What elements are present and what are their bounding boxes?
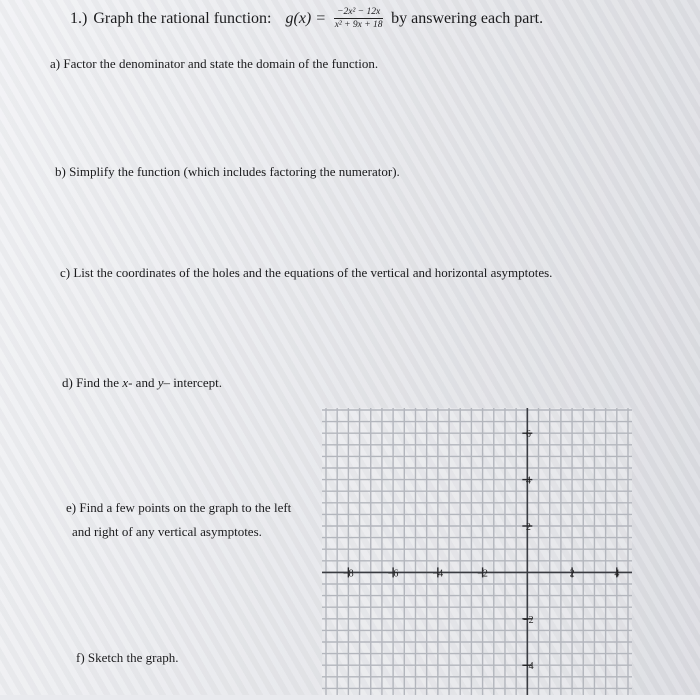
part-b: b) Simplify the function (which includes factoring the numerator).	[55, 164, 400, 179]
question-prompt: Graph the rational function:	[93, 9, 272, 27]
part-a: a) Factor the denominator and state the domain of the function.	[50, 56, 379, 71]
function-denominator: x² + 9x + 18	[334, 20, 383, 30]
x-tick-label: −4	[432, 568, 444, 580]
y-tick-label: 4	[525, 475, 531, 487]
question-title	[70, 7, 543, 30]
x-tick-label: −2	[477, 568, 488, 580]
question-suffix: by answering each part.	[391, 9, 544, 27]
y-tick-label: −2	[523, 614, 534, 626]
x-tick-label: −6	[387, 568, 399, 580]
part-e-line2: and right of any vertical asymptotes.	[72, 524, 262, 539]
y-tick-label: 2	[525, 522, 531, 533]
part-d-x: x	[122, 375, 129, 390]
coordinate-grid-svg[interactable]	[322, 408, 632, 695]
coordinate-grid[interactable]	[322, 408, 632, 695]
part-e-line1: e) Find a few points on the graph to the left	[66, 500, 292, 515]
x-tick-label: 4	[614, 568, 620, 580]
function-numerator: −2x² − 12x	[334, 7, 383, 19]
x-tick-label: −8	[343, 568, 354, 580]
part-d-y: y	[157, 375, 164, 390]
function-name: g(x) =	[285, 9, 327, 27]
part-c: c) List the coordinates of the holes and the equations of the vertical and horizontal asymptotes.	[60, 265, 553, 280]
x-tick-label: 2	[569, 568, 575, 580]
part-d-prefix: d) Find the	[62, 375, 120, 390]
function-fraction	[334, 7, 383, 30]
grid-background	[322, 408, 632, 695]
part-d	[62, 375, 222, 391]
question-number: 1.)	[70, 9, 88, 27]
y-tick-label: −4	[523, 661, 534, 673]
y-tick-label: 6	[525, 429, 531, 441]
part-d-mid: - and	[128, 375, 155, 390]
part-f: f) Sketch the graph.	[76, 650, 179, 665]
part-d-suffix: – intercept.	[163, 375, 222, 390]
